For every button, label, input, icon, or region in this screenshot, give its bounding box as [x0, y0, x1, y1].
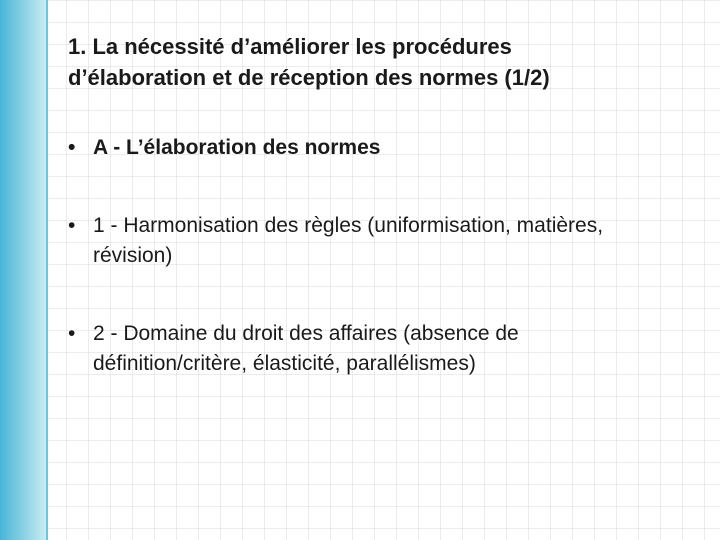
left-accent-bar	[0, 0, 46, 540]
bullet-text: 1 - Harmonisation des règles (uniformisation, matières, révision)	[93, 214, 604, 267]
bullet-dot-icon: •	[68, 214, 76, 237]
left-accent-line	[46, 0, 48, 540]
slide-title	[68, 31, 668, 93]
title-line-1: 1. La nécessité d’améliorer les procédures	[68, 34, 512, 59]
bullet-dot-icon: •	[68, 136, 76, 159]
bullet-item	[68, 133, 668, 163]
bullet-text: 2 - Domaine du droit des affaires (absence de définition/critère, élasticité, parallélismes)	[93, 322, 519, 375]
title-line-2: d’élaboration et de réception des normes (1/2)	[68, 65, 550, 90]
bullet-text: A - L’élaboration des normes	[93, 136, 381, 159]
bullet-dot-icon: •	[68, 322, 76, 345]
bullet-item	[68, 319, 668, 379]
bullet-list	[68, 133, 668, 379]
bullet-item	[68, 211, 668, 271]
